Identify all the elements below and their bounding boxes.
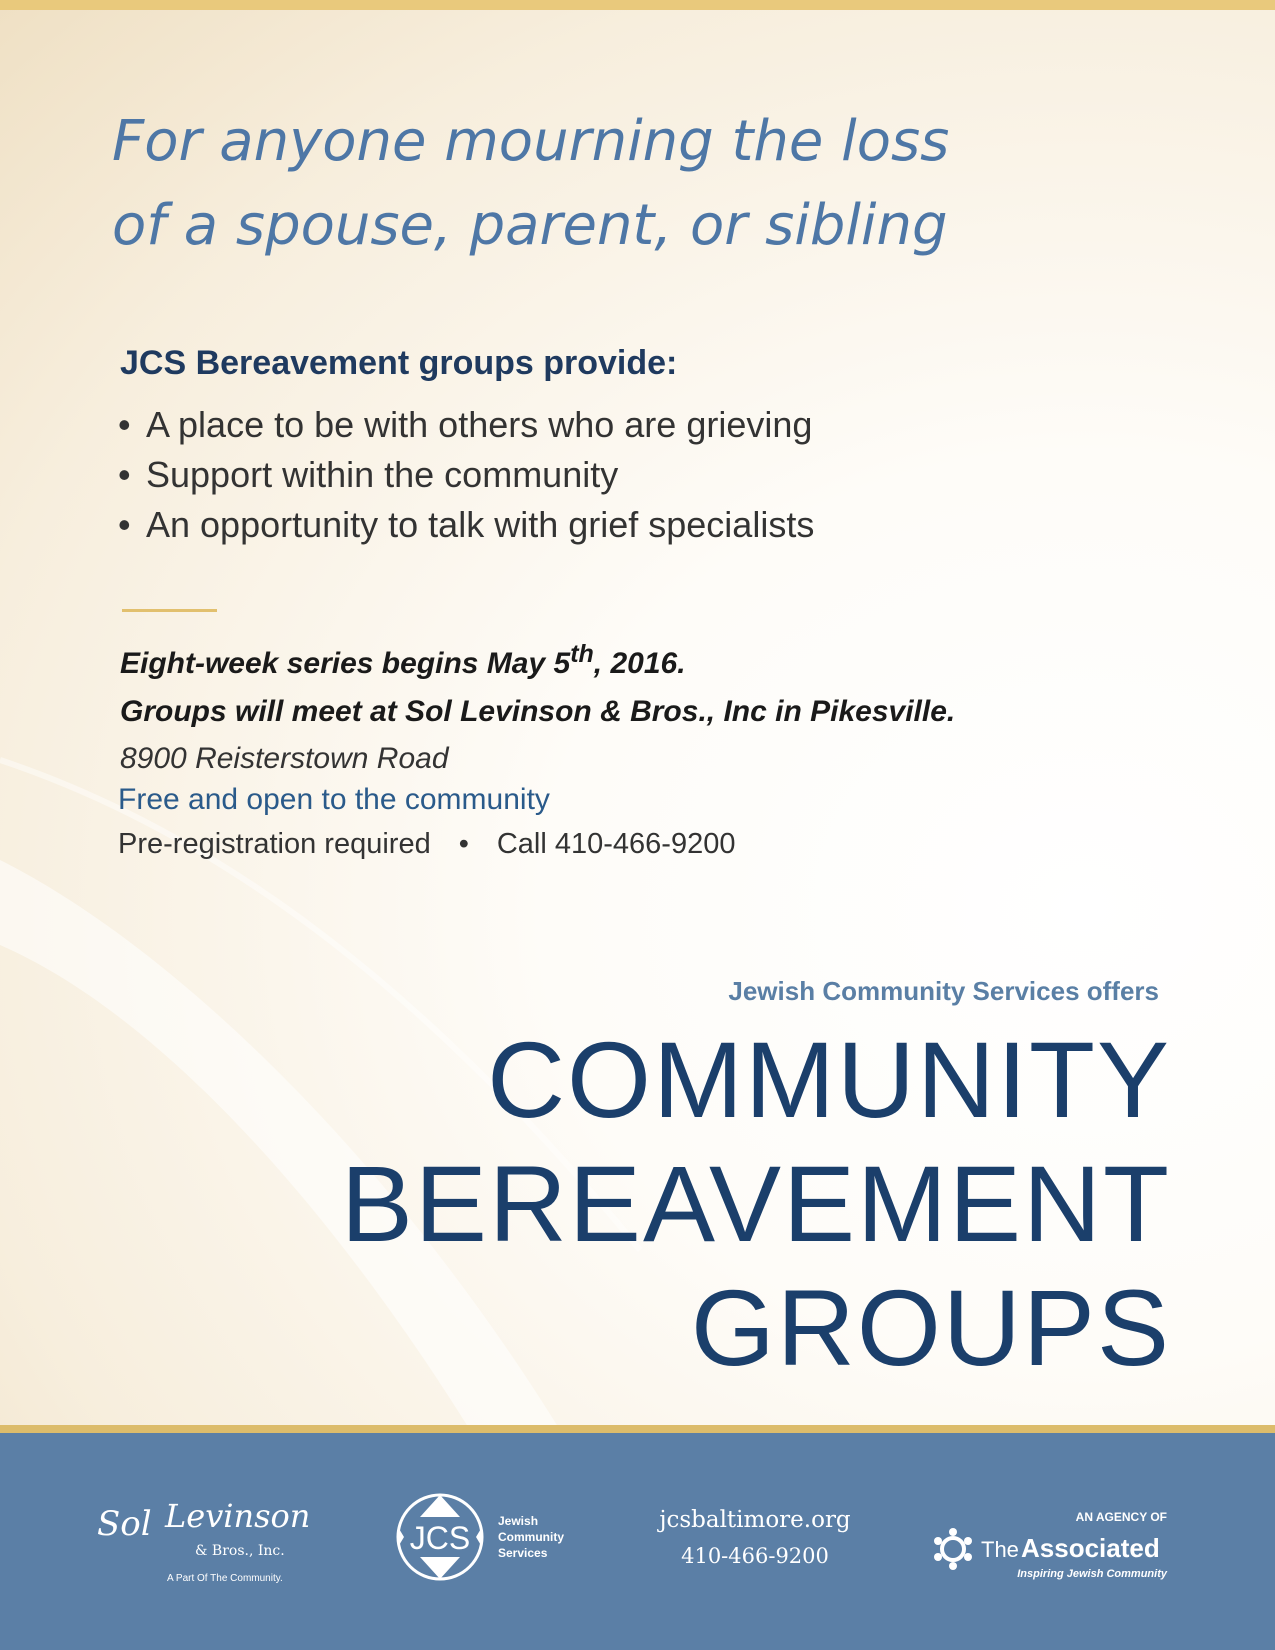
list-item [118,450,814,500]
free-notice: Free and open to the community [118,783,550,816]
benefit-text: An opportunity to talk with grief specialists [146,504,815,545]
tagline-line-2: of a spouse, parent, or sibling [112,193,948,258]
benefits-list [118,400,814,550]
jcs-word-2: Community [498,1530,564,1544]
benefit-text: A place to be with others who are grieving [146,404,813,445]
associated-the: The [981,1537,1019,1562]
sol-logo-levinson: Levinson [165,1497,311,1535]
series-prefix: Eight-week series begins [120,647,487,680]
tagline [112,100,1112,268]
agency-label: AN AGENCY OF [1075,1510,1167,1524]
series-date: May 5 [486,647,571,680]
main-title-line-3: GROUPS [690,1267,1171,1388]
series-year: , 2016. [593,647,686,680]
bullet: • [118,504,131,545]
offers-heading: Jewish Community Services offers [728,976,1159,1006]
sol-logo-sol: Sol [97,1504,152,1544]
meeting-address: 8900 Reisterstown Road [120,742,449,775]
jcs-word-3: Services [498,1546,548,1560]
call-label: Call [496,828,555,860]
event-details [120,630,1170,782]
contact-info [650,1503,860,1573]
benefit-text: Support within the community [146,454,619,495]
list-item [118,500,814,550]
jcs-initials: JCS [409,1520,471,1556]
associated-logo [925,1507,1175,1597]
sol-logo-bros: & Bros., Inc. [195,1543,285,1559]
prereg-text: Pre-registration required [118,828,431,860]
main-title-line-1: COMMUNITY [487,1019,1171,1140]
footer-gold-line [0,1425,1275,1433]
bullet: • [118,404,131,445]
main-title [341,1018,1171,1390]
jcs-word-1: Jewish [498,1514,539,1528]
jcs-logo [390,1487,600,1587]
meeting-location: Groups will meet at Sol Levinson & Bros., Inc in Pikesville. [120,695,956,728]
footer [0,1433,1275,1650]
bullet: • [118,454,131,495]
tagline-line-1: For anyone mourning the loss [112,109,950,174]
series-date-suffix: th [570,640,594,668]
registration-line [118,828,735,861]
footer-phone: 410-466-9200 [681,1544,829,1568]
separator-dot: • [458,828,469,860]
list-item [118,400,814,450]
series-start [120,630,1170,688]
gold-divider [122,609,217,612]
provides-heading: JCS Bereavement groups provide: [120,344,678,382]
sol-logo-tagline: A Part Of The Community. [167,1573,283,1584]
associated-name: Associated [1021,1533,1160,1563]
associated-tagline: Inspiring Jewish Community [1017,1568,1167,1580]
website-link[interactable]: jcsbaltimore.org [659,1507,851,1533]
main-title-line-2: BEREAVEMENT [340,1143,1171,1264]
sol-levinson-logo [95,1477,315,1587]
contact-phone: 410-466-9200 [554,828,736,860]
associated-star-icon [934,1528,972,1570]
